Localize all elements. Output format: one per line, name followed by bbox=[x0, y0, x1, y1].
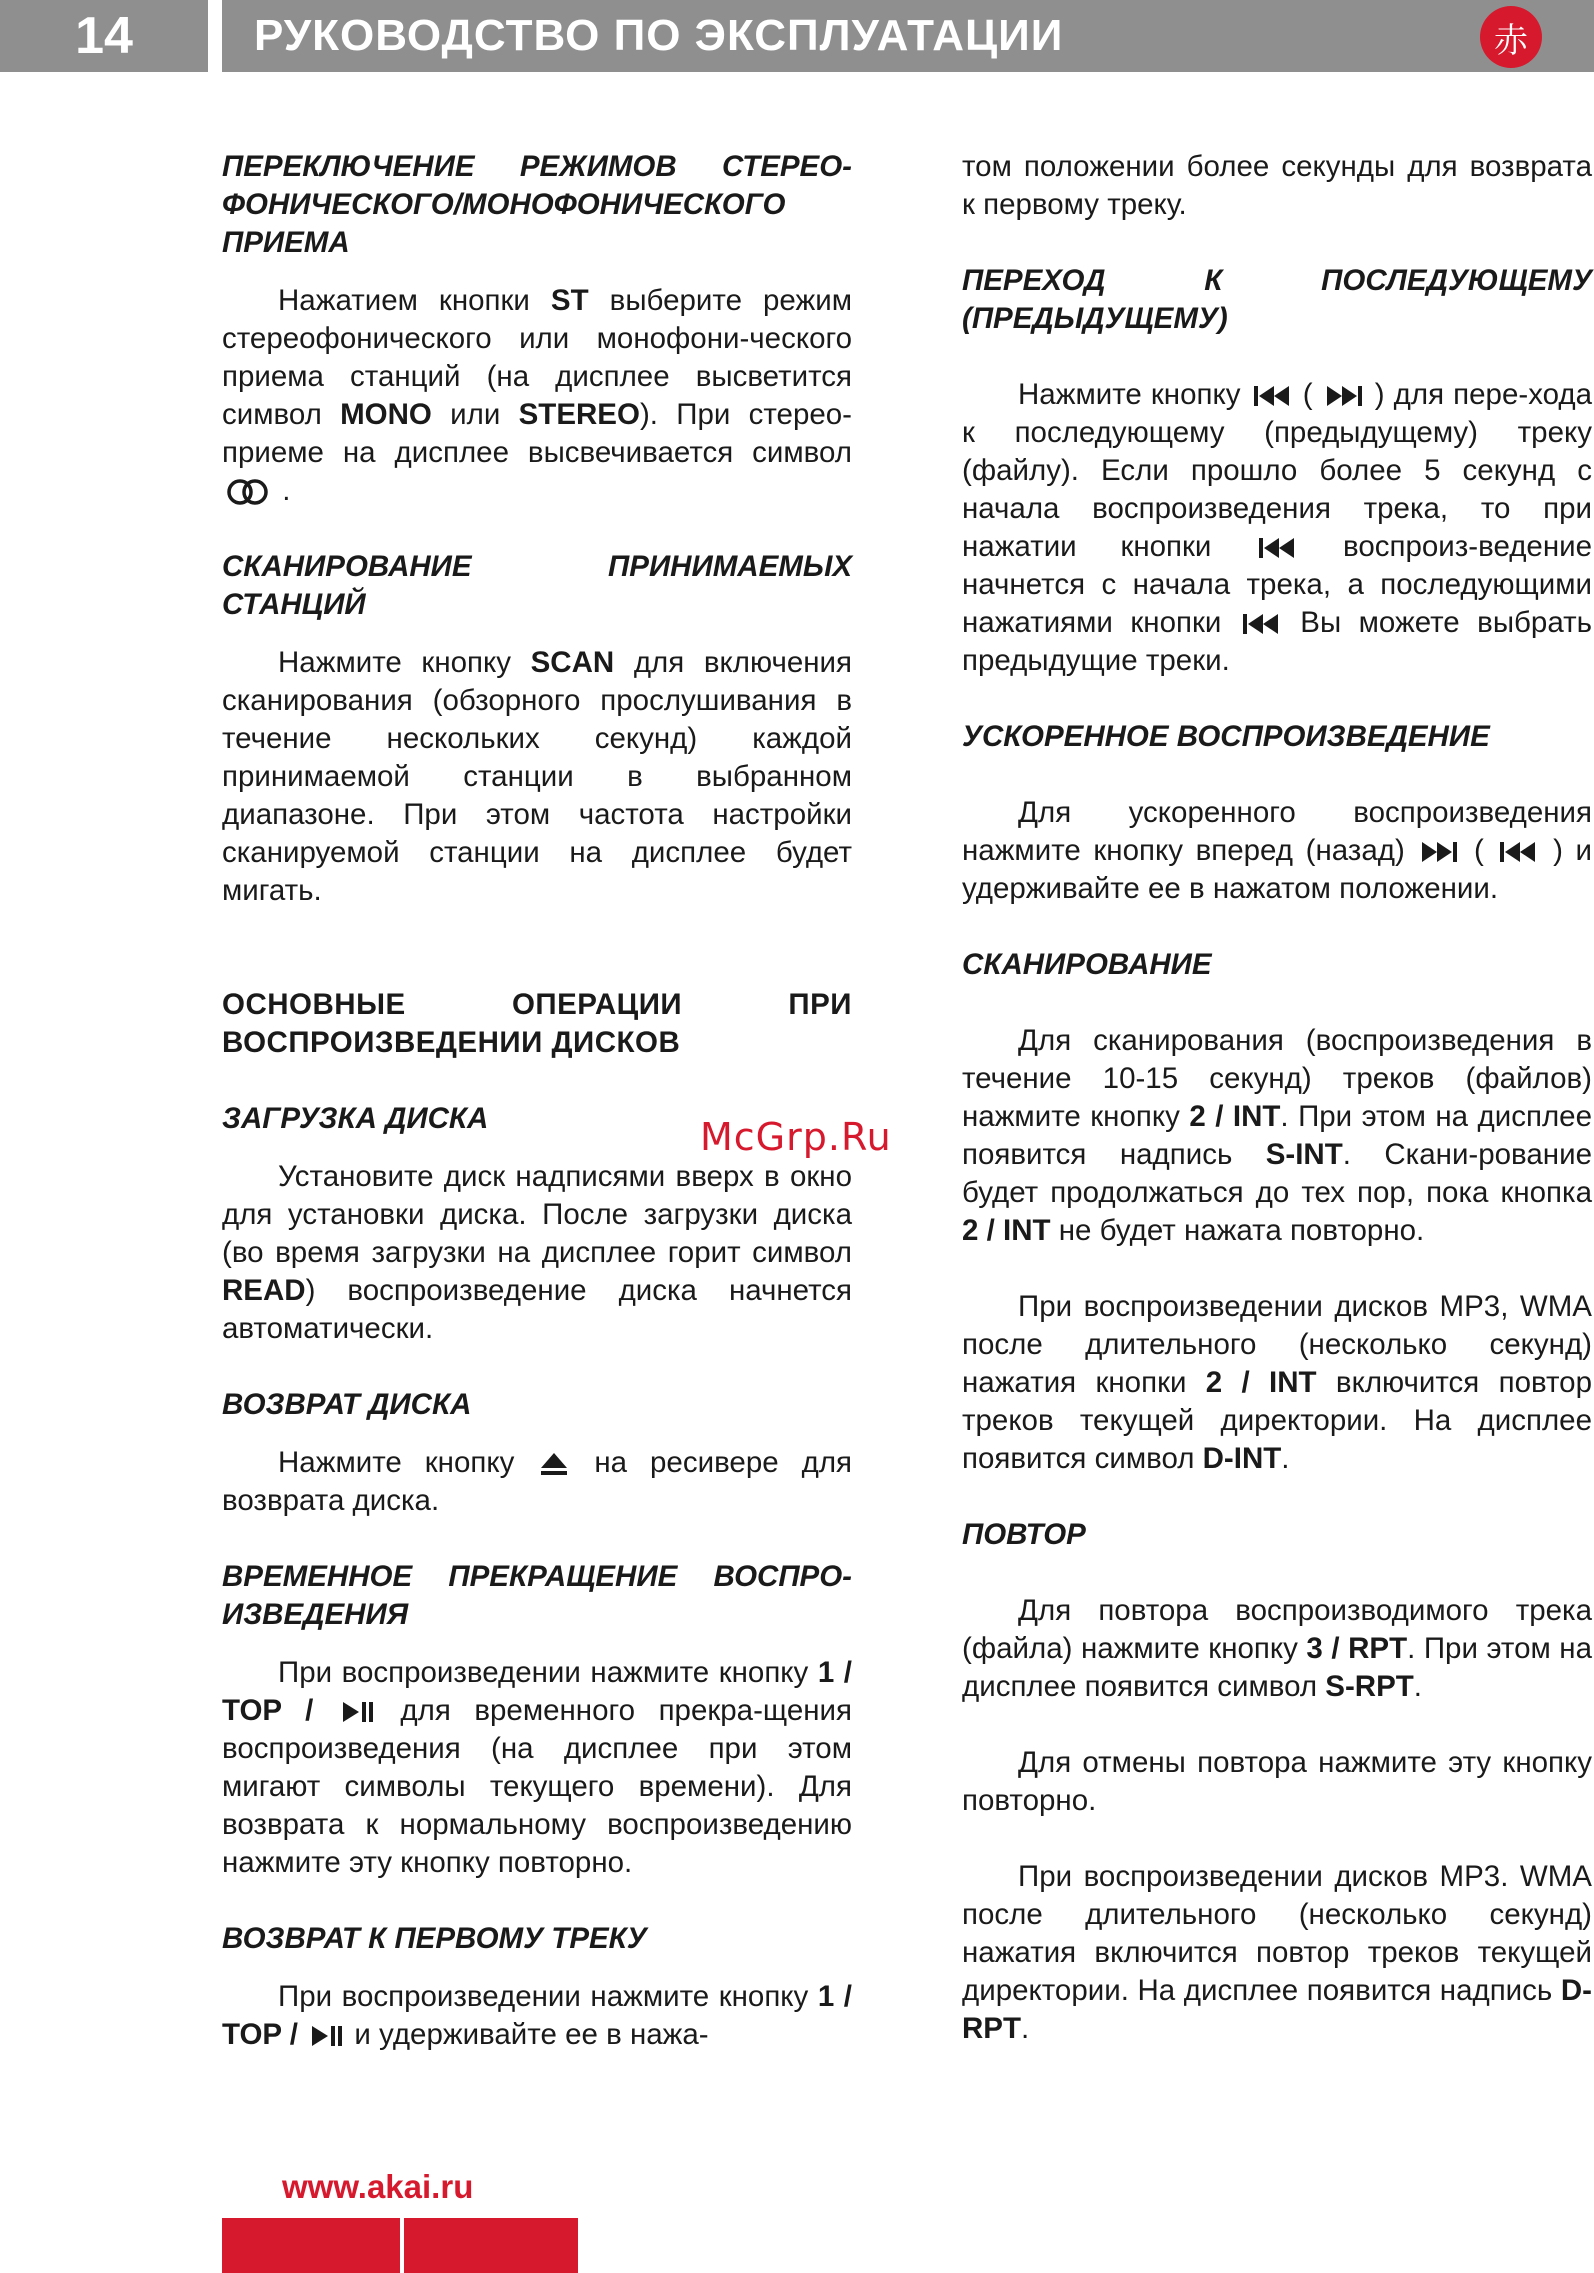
right-column bbox=[962, 148, 1592, 2048]
paragraph-scan-tracks: Для сканирования (воспроизведения в течение 10-15 секунд) треков (файлов) нажмите кнопку 2 / INT. При этом на дисплее появится надпись S-INT. Скани-рование будет продолжаться до тех пор, пока кнопка 2 / INT не будет нажата повторно. bbox=[962, 1024, 1592, 1247]
watermark: McGrp.Ru bbox=[700, 1115, 892, 1159]
heading-pause: ВРЕМЕННОЕ ПРЕКРАЩЕНИЕ ВОСПРО-ИЗВЕДЕНИЯ bbox=[222, 1560, 852, 1631]
paragraph-stereo-mono: Нажатием кнопки ST выберите режим стереофонического или монофони-ческого приема станций (на дисплее высветится символ MONO или STEREO). При стерео-приеме на дисплее высвечивается символ . bbox=[222, 284, 852, 507]
paragraph-first-track: При воспроизведении нажмите кнопку 1 / TOP / и удерживайте ее в нажа- bbox=[222, 1980, 852, 2051]
footer-website-link[interactable]: www.akai.ru bbox=[282, 2168, 474, 2205]
paragraph-repeat: Для повтора воспроизводимого трека (файла) нажмите кнопку 3 / RPT. При этом на дисплее появится символ S-RPT. bbox=[962, 1594, 1593, 1703]
paragraph-mp3-rpt: При воспроизведении дисков MP3. WMA после длительного (несколько секунд) нажатия включится повтор треков текущей директории. На дисплее появится надпись D-RPT. bbox=[962, 1860, 1592, 2045]
footer-bar-right bbox=[404, 2218, 578, 2273]
prev-track-icon bbox=[1496, 838, 1540, 866]
left-column bbox=[222, 148, 852, 2054]
heading-fast-play: УСКОРЕННОЕ ВОСПРОИЗВЕДЕНИЕ bbox=[962, 720, 1490, 753]
footer-bar-left bbox=[222, 2218, 400, 2273]
heading-scan-stations: СКАНИРОВАНИЕ ПРИНИМАЕМЫХ СТАНЦИЙ bbox=[222, 550, 852, 621]
paragraph-next-prev: Нажмите кнопку ( ) для пере-хода к последующему (предыдущему) треку (файлу). Если прошло более 5 секунд с начала воспроизведения трека, то при нажатии кнопки воспроиз-ведение начнется с начала трека, а последующими нажатиями кнопки Вы можете выбрать предыдущие треки. bbox=[962, 378, 1593, 677]
heading-stereo-mono: ПЕРЕКЛЮЧЕНИЕ РЕЖИМОВ СТЕРЕО-ФОНИЧЕСКОГО/МОНОФОНИЧЕСКОГО ПРИЕМА bbox=[222, 150, 852, 259]
heading-disc-eject: ВОЗВРАТ ДИСКА bbox=[222, 1388, 472, 1421]
paragraph-pause: При воспроизведении нажмите кнопку 1 / TOP / для временного прекра-щения воспроизведения (на дисплее при этом мигают символы текущего времени). Для возврата к нормальному воспроизведению нажмите эту кнопку повторно. bbox=[222, 1656, 852, 1879]
paragraph-repeat-cancel: Для отмены повтора нажмите эту кнопку повторно. bbox=[962, 1746, 1592, 1817]
paragraph-scan-stations: Нажмите кнопку SCAN для включения сканирования (обзорного прослушивания в течение нескольких секунд) каждой принимаемой станции в выбранном диапазоне. При этом частота настройки сканируемой станции на дисплее будет мигать. bbox=[222, 646, 852, 907]
heading-scan-tracks: СКАНИРОВАНИЕ bbox=[962, 948, 1212, 981]
page-title: РУКОВОДСТВО ПО ЭКСПЛУАТАЦИИ bbox=[254, 11, 1064, 60]
heading-disc-operations: ОСНОВНЫЕ ОПЕРАЦИИ ПРИ ВОСПРОИЗВЕДЕНИИ ДИСКОВ bbox=[222, 988, 852, 1059]
heading-disc-load: ЗАГРУЗКА ДИСКА bbox=[222, 1102, 489, 1135]
paragraph-fast-play: Для ускоренного воспроизведения нажмите кнопку вперед (назад) ( ) и удерживайте ее в нажатом положении. bbox=[962, 796, 1593, 905]
prev-track-icon bbox=[1239, 610, 1283, 638]
heading-repeat: ПОВТОР bbox=[962, 1518, 1086, 1551]
paragraph-disc-load: Установите диск надписями вверх в окно для установки диска. После загрузки диска (во время загрузки на дисплее горит символ READ) воспроизведение диска начнется автоматически. bbox=[222, 1160, 852, 1345]
stereo-symbol-icon bbox=[222, 477, 274, 507]
paragraph-first-track-cont: том положении более секунды для возврата к первому треку. bbox=[962, 150, 1592, 221]
prev-track-icon bbox=[1250, 382, 1294, 410]
next-track-icon bbox=[1417, 838, 1461, 866]
next-track-icon bbox=[1322, 382, 1366, 410]
play-pause-icon bbox=[306, 2022, 346, 2050]
paragraph-disc-eject: Нажмите кнопку на ресивере для возврата диска. bbox=[222, 1446, 853, 1517]
prev-track-icon bbox=[1255, 534, 1299, 562]
paragraph-mp3-int: При воспроизведении дисков MP3, WMA после длительного (несколько секунд) нажатия кнопки 2 / INT включится повтор треков текущей директории. На дисплее появится символ D-INT. bbox=[962, 1290, 1592, 1475]
play-pause-icon bbox=[337, 1698, 377, 1726]
heading-first-track: ВОЗВРАТ К ПЕРВОМУ ТРЕКУ bbox=[222, 1922, 647, 1955]
heading-next-prev: ПЕРЕХОД К ПОСЛЕДУЮЩЕМУ (ПРЕДЫДУЩЕМУ) bbox=[962, 264, 1592, 335]
eject-icon bbox=[537, 1450, 571, 1478]
brand-logo: 赤 bbox=[1480, 6, 1542, 68]
page-number: 14 bbox=[0, 0, 208, 72]
